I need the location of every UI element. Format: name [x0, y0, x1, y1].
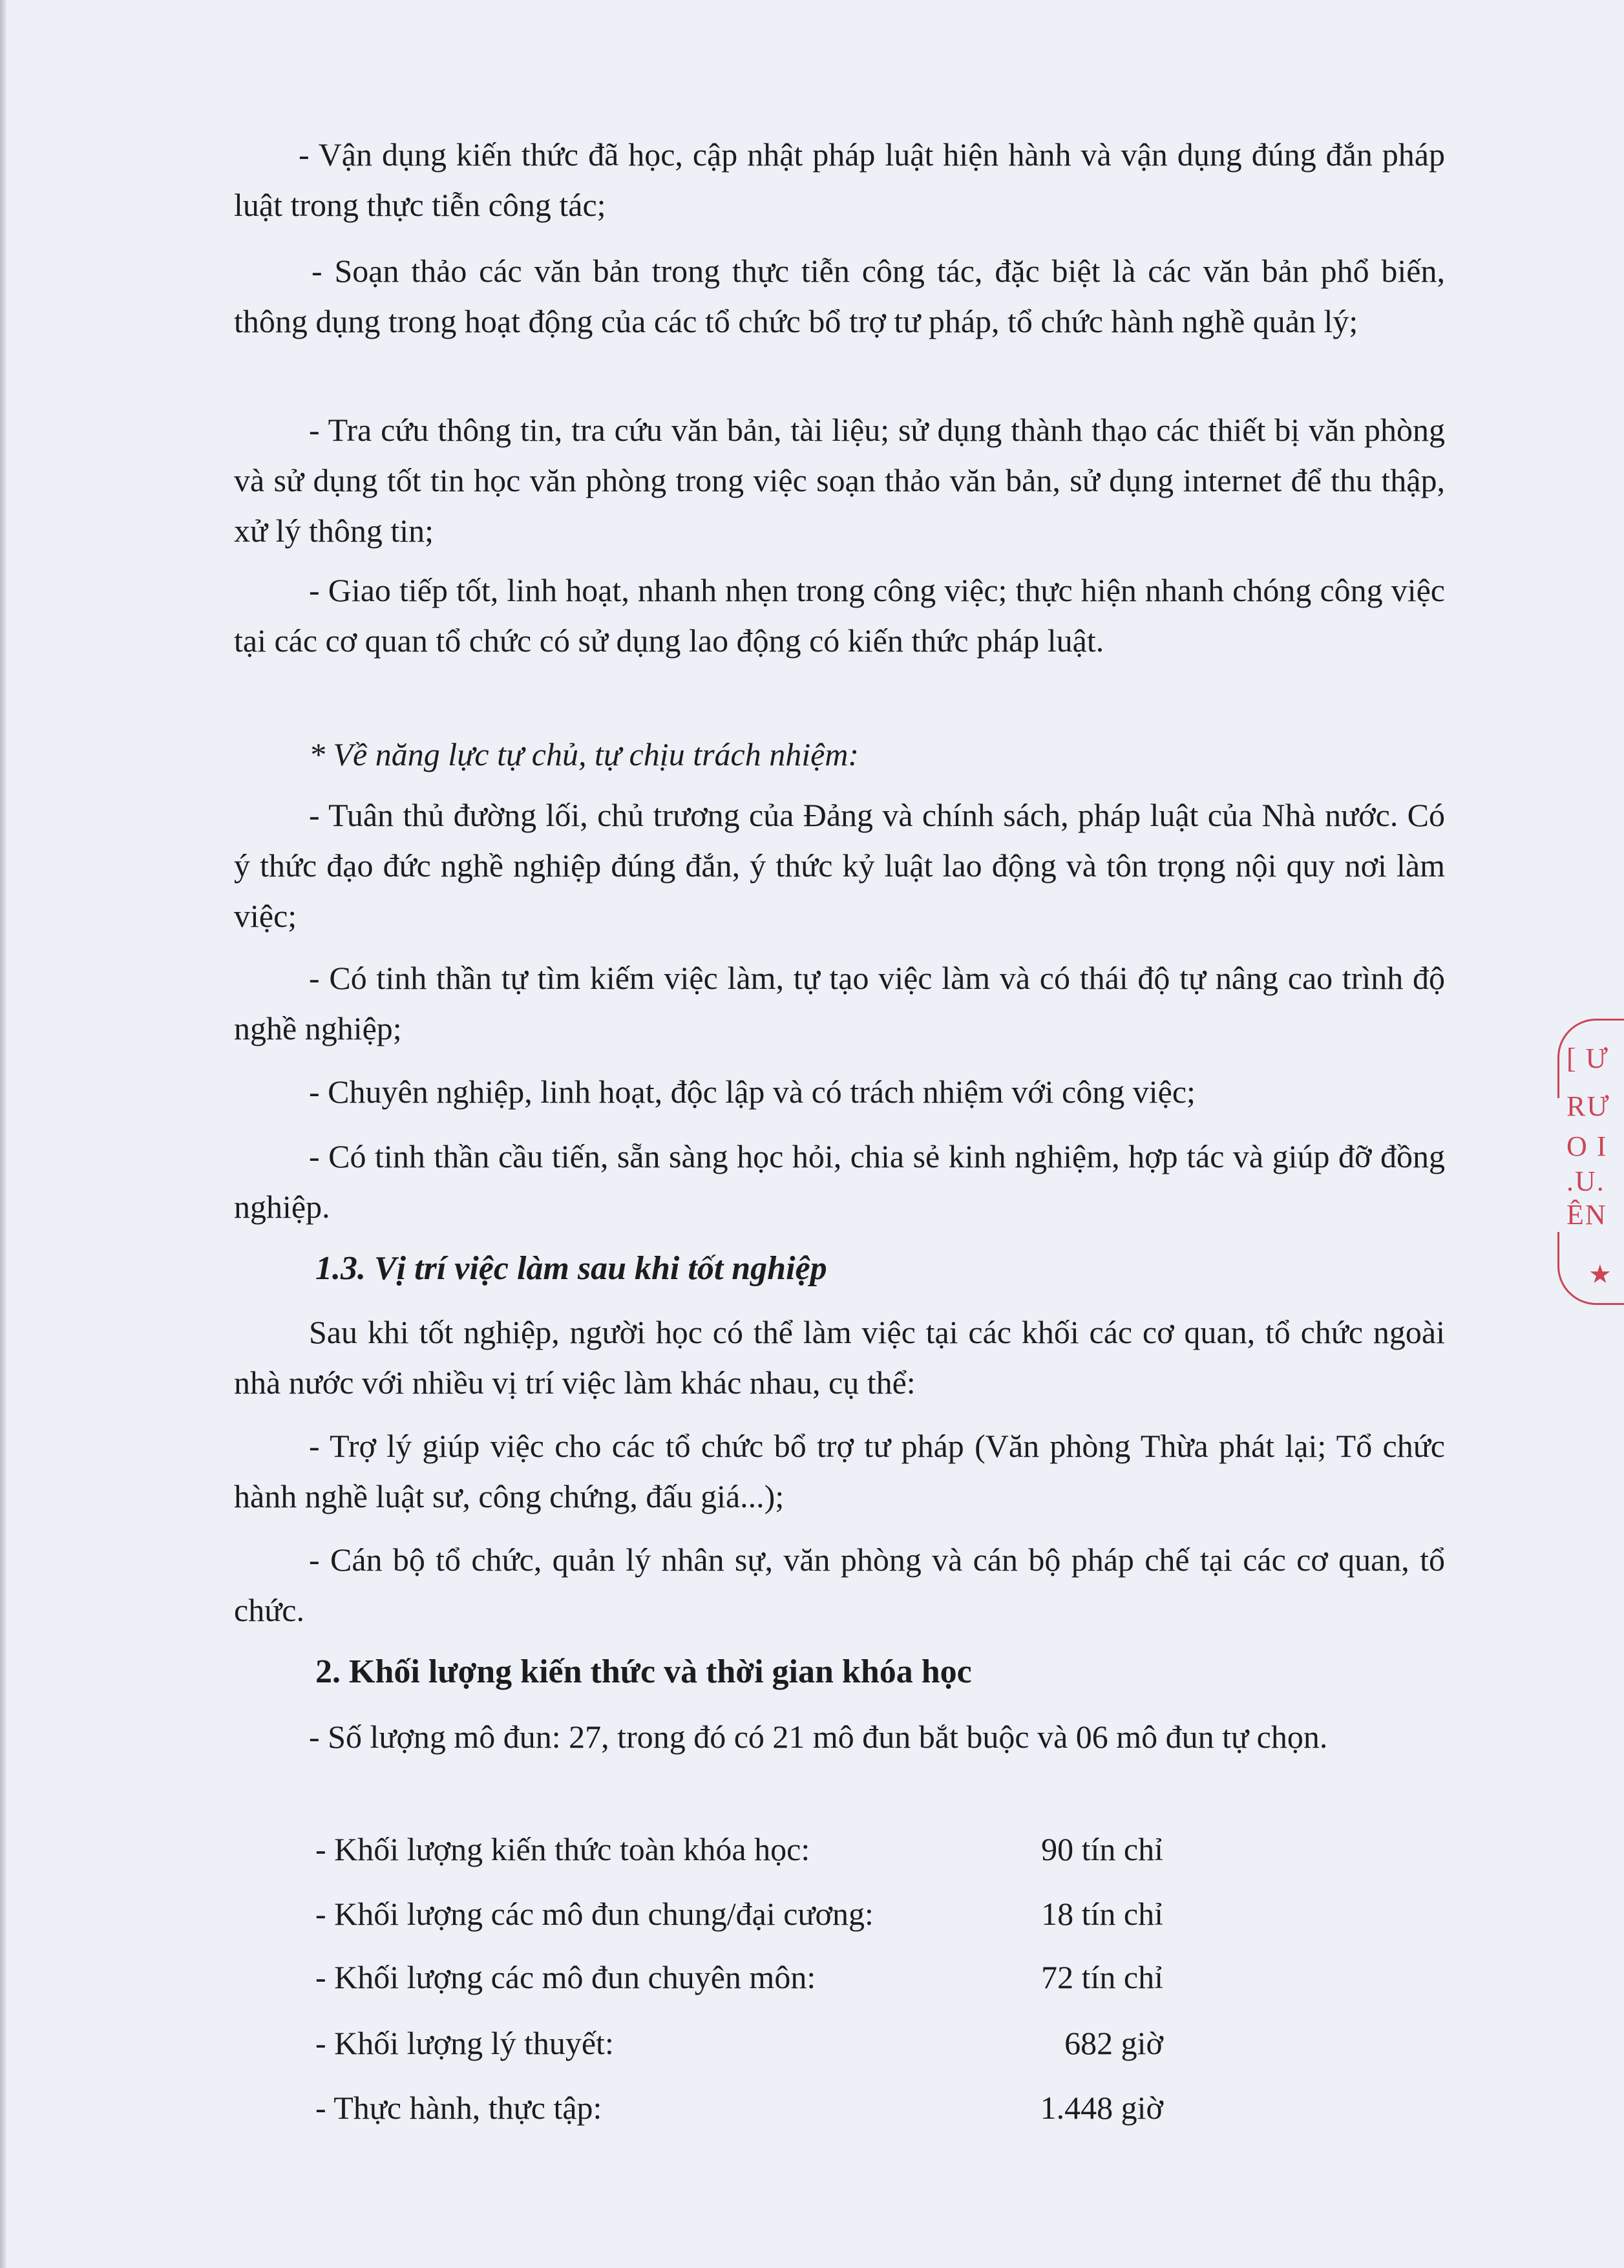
- volume-row: [315, 2083, 1181, 2133]
- star-icon: ★: [1588, 1260, 1612, 1289]
- volume-label: - Khối lượng kiến thức toàn khóa học:: [315, 1831, 810, 1867]
- volume-value: 1.448 giờ: [1040, 2090, 1163, 2126]
- job-assistant: - Trợ lý giúp việc cho các tổ chức bổ trợ tư pháp (Văn phòng Thừa phát lại; Tổ chức hành nghề luật sư, công chứng, đấu giá...);: [234, 1428, 1445, 1514]
- skill-lookup: - Tra cứu thông tin, tra cứu văn bản, tài liệu; sử dụng thành thạo các thiết bị văn phòng và sử dụng tốt tin học văn phòng trong việc soạn thảo văn bản, sử dụng internet để thu thập, xử lý thông tin;: [234, 412, 1445, 549]
- volume-row: [315, 1952, 1181, 2002]
- skill-drafting: - Soạn thảo các văn bản trong thực tiễn công tác, đặc biệt là các văn bản phổ biến, thông dụng trong hoạt động của các tổ chức bổ trợ tư pháp, tổ chức hành nghề quản lý;: [234, 253, 1445, 339]
- volume-value: 682 giờ: [1064, 2025, 1163, 2061]
- seal-fragment: O I: [1566, 1130, 1608, 1162]
- jobs-intro: Sau khi tốt nghiệp, người học có thể làm việc tại các khối các cơ quan, tổ chức ngoài nhà nước với nhiều vị trí việc làm khác nhau, cụ thể:: [234, 1314, 1445, 1401]
- autonomy-compliance: - Tuân thủ đường lối, chủ trương của Đảng và chính sách, pháp luật của Nhà nước. Có ý thức đạo đức nghề nghiệp đúng đắn, ý thức kỷ luật lao động và tôn trọng nội quy nơi làm việc;: [234, 797, 1445, 934]
- volume-row: [315, 1824, 1181, 1874]
- red-seal-stamp: [1555, 1019, 1612, 1316]
- volume-row: [315, 1889, 1181, 1939]
- section-1-3-heading: 1.3. Vị trí việc làm sau khi tốt nghiệp: [315, 1250, 827, 1287]
- autonomy-teamwork: - Có tinh thần cầu tiến, sẵn sàng học hỏi, chia sẻ kinh nghiệm, hợp tác và giúp đỡ đồng nghiệp.: [234, 1138, 1445, 1225]
- skill-apply-law: - Vận dụng kiến thức đã học, cập nhật pháp luật hiện hành và vận dụng đúng đắn pháp luật trong thực tiễn công tác;: [234, 136, 1445, 223]
- autonomy-heading: * Về năng lực tự chủ, tự chịu trách nhiệm:: [309, 736, 859, 772]
- seal-fragment: ÊN: [1566, 1199, 1607, 1231]
- section-2-heading: 2. Khối lượng kiến thức và thời gian khóa học: [315, 1653, 972, 1690]
- skill-communication: - Giao tiếp tốt, linh hoạt, nhanh nhẹn trong công việc; thực hiện nhanh chóng công việc tại các cơ quan tổ chức có sử dụng lao động có kiến thức pháp luật.: [234, 572, 1445, 659]
- module-count: - Số lượng mô đun: 27, trong đó có 21 mô đun bắt buộc và 06 mô đun tự chọn.: [309, 1719, 1328, 1755]
- volume-value: 90 tín chỉ: [1041, 1831, 1163, 1867]
- volume-label: - Khối lượng các mô đun chuyên môn:: [315, 1959, 816, 1995]
- autonomy-self-improve: - Có tinh thần tự tìm kiếm việc làm, tự tạo việc làm và có thái độ tự nâng cao trình độ nghề nghiệp;: [234, 960, 1445, 1046]
- volume-label: - Thực hành, thực tập:: [315, 2090, 602, 2126]
- job-hr-legal: - Cán bộ tổ chức, quản lý nhân sự, văn phòng và cán bộ pháp chế tại các cơ quan, tổ chức.: [234, 1542, 1445, 1628]
- volume-row: [315, 2018, 1181, 2068]
- seal-fragment: .U.: [1566, 1165, 1605, 1197]
- volume-value: 72 tín chỉ: [1041, 1959, 1163, 1995]
- seal-fragment: [ Ư: [1566, 1043, 1609, 1074]
- volume-label: - Khối lượng các mô đun chung/đại cương:: [315, 1896, 874, 1932]
- volume-value: 18 tín chỉ: [1041, 1896, 1163, 1932]
- autonomy-professional: - Chuyên nghiệp, linh hoạt, độc lập và có trách nhiệm với công việc;: [309, 1074, 1196, 1110]
- seal-fragment: RƯ: [1566, 1090, 1610, 1122]
- volume-label: - Khối lượng lý thuyết:: [315, 2025, 614, 2061]
